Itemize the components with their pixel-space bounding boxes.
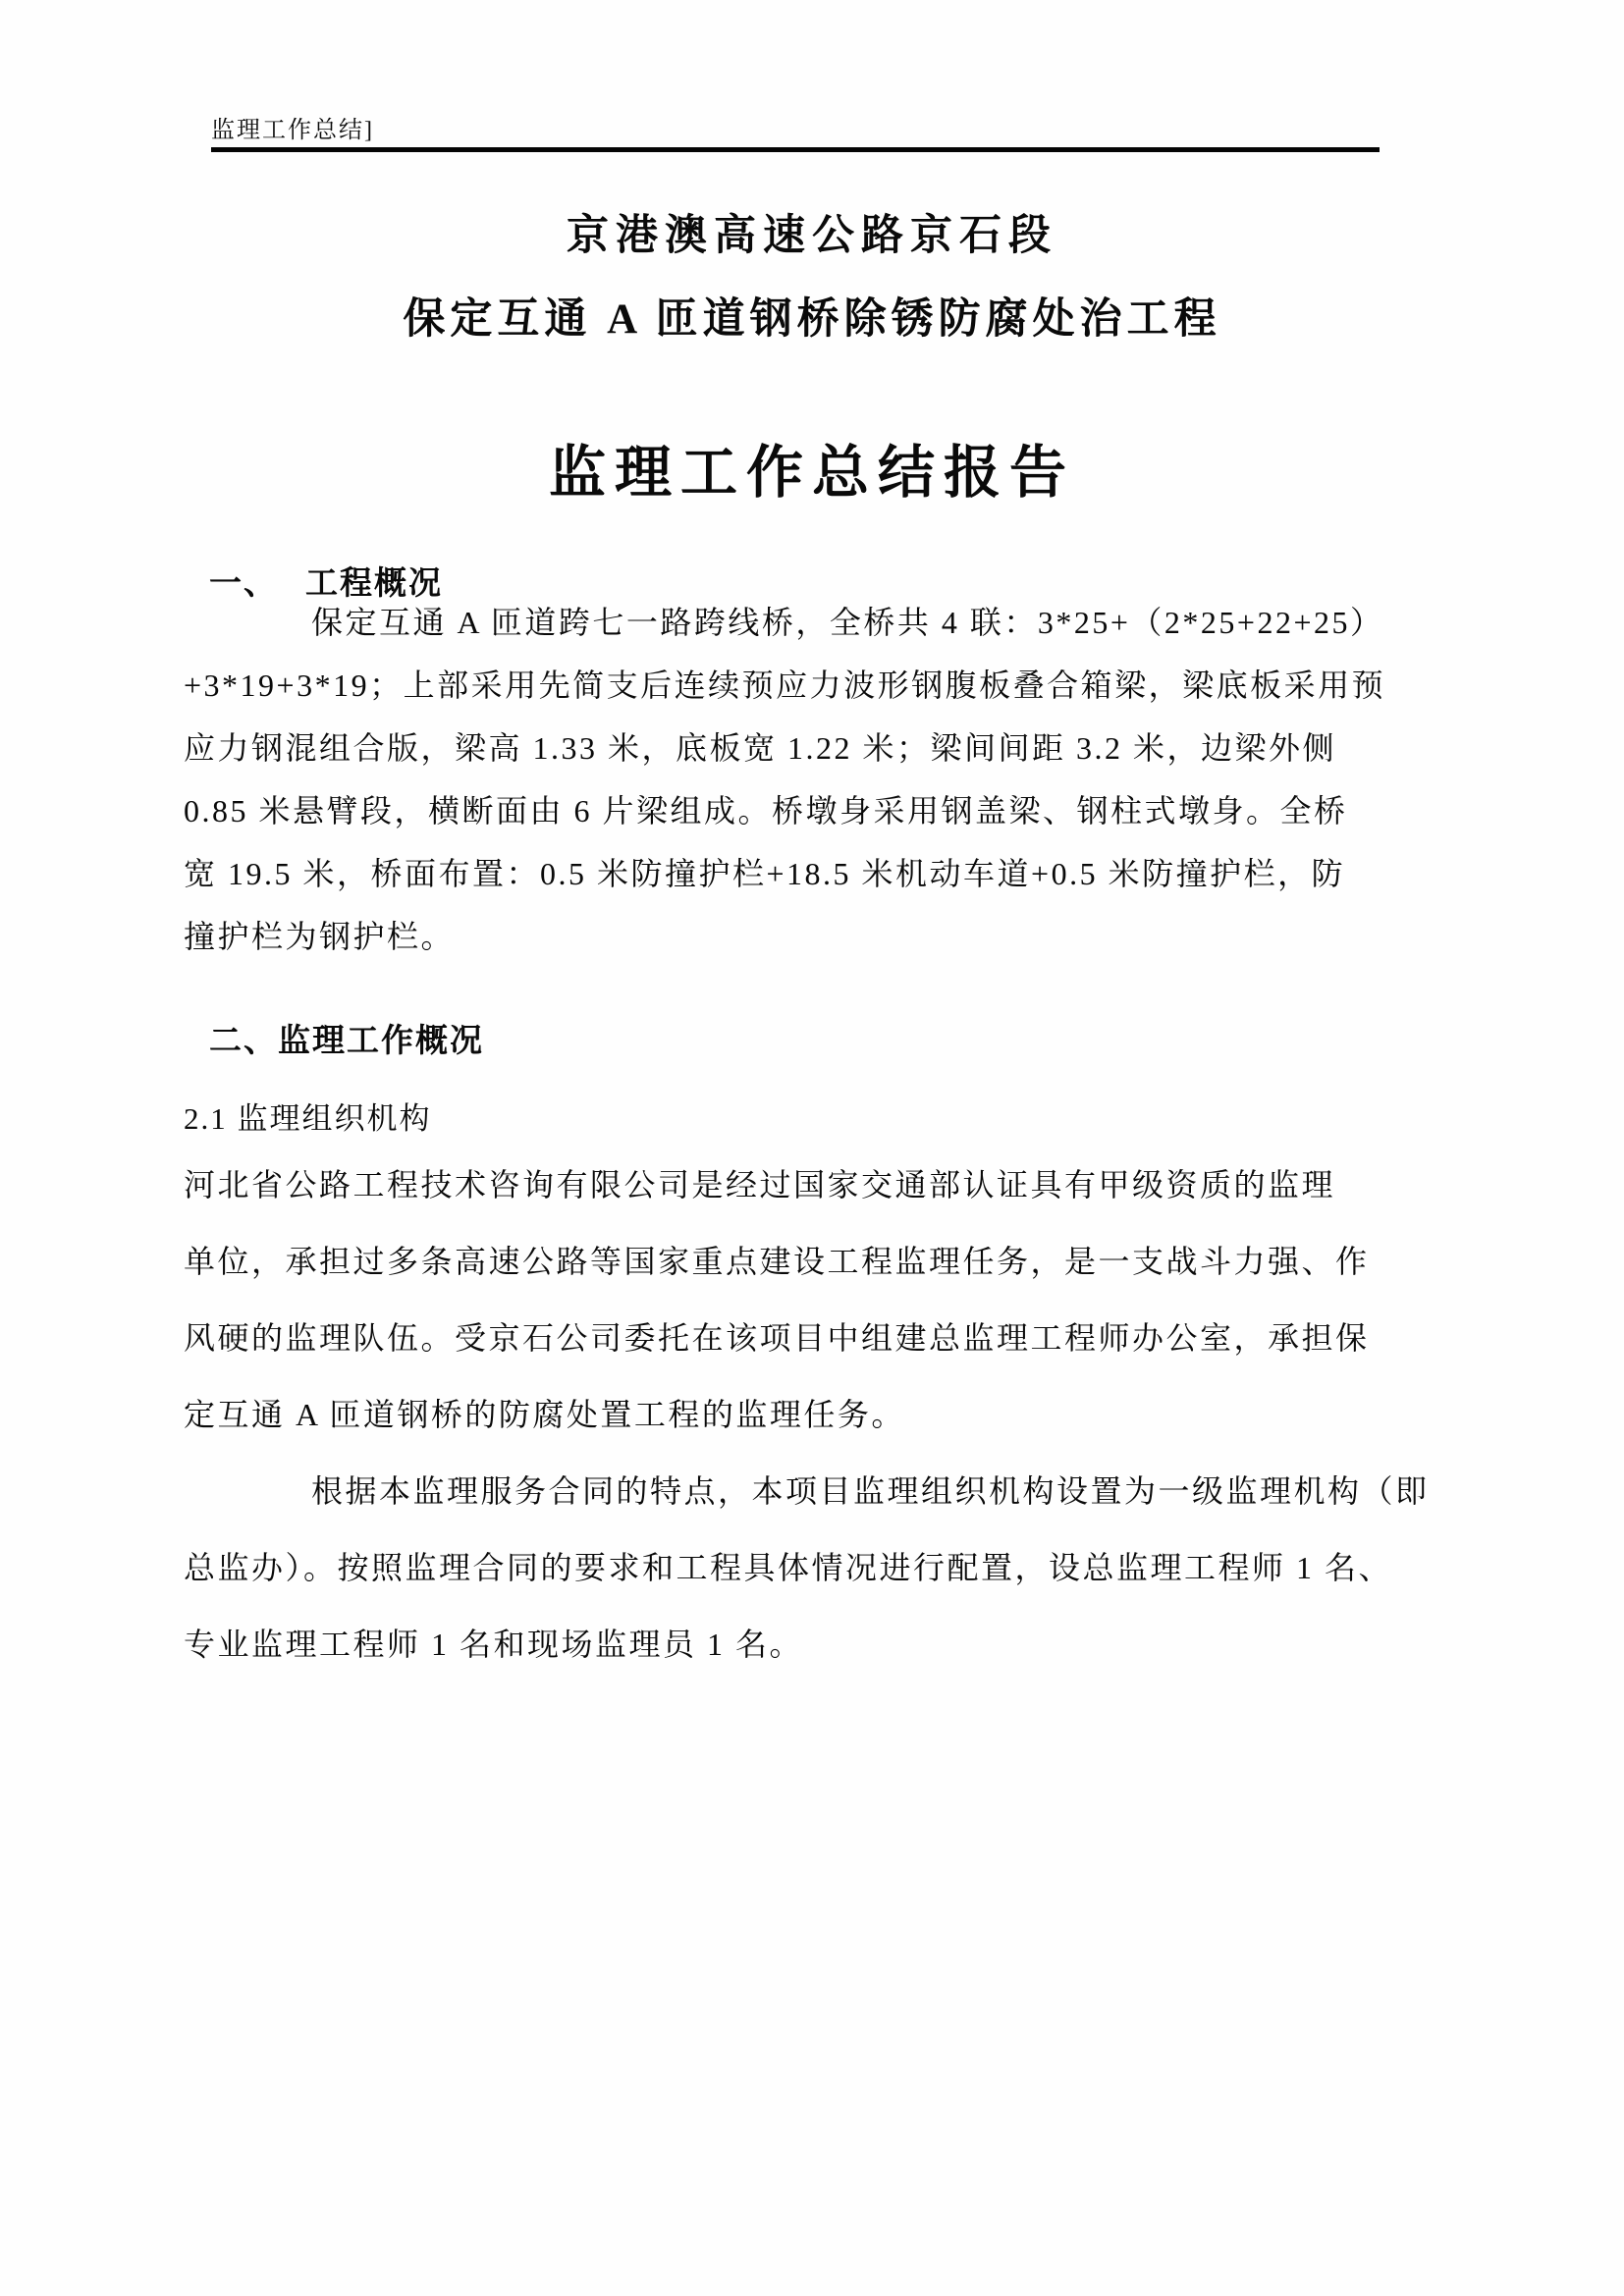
paragraph-line: 河北省公路工程技术咨询有限公司是经过国家交通部认证具有甲级资质的监理 [184,1167,1336,1202]
paragraph-line: 保定互通 A 匝道跨七一路跨线桥，全桥共 4 联：3*25+（2*25+22+25） [311,605,1384,640]
section2-subheading: 2.1 监理组织机构 [184,1101,432,1136]
paragraph-line: 单位，承担过多条高速公路等国家重点建设工程监理任务，是一支战斗力强、作 [184,1244,1370,1279]
paragraph-line: 定互通 A 匝道钢桥的防腐处置工程的监理任务。 [184,1397,905,1432]
project-title-line2: 保定互通 A 匝道钢桥除锈防腐处治工程 [403,296,1221,343]
section2-paragraphs [184,1147,1430,1682]
report-title: 监理工作总结报告 [548,441,1075,505]
section2-heading: 二、监理工作概况 [209,1024,484,1059]
page-header-text: 监理工作总结] [211,118,374,143]
paragraph-line: 应力钢混组合版，梁高 1.33 米，底板宽 1.22 米；梁间间距 3.2 米，边梁外侧 [184,730,1337,766]
paragraph-line: 专业监理工程师 1 名和现场监理员 1 名。 [184,1627,804,1662]
paragraph-line: 风硬的监理队伍。受京石公司委托在该项目中组建总监理工程师办公室，承担保 [184,1320,1370,1356]
paragraph-line: +3*19+3*19；上部采用先简支后连续预应力波形钢腹板叠合箱梁，梁底板采用预 [184,667,1386,703]
section1-heading-number: 一、 [209,566,278,602]
header-rule-divider [211,147,1380,152]
project-title-line1: 京港澳高速公路京石段 [567,213,1057,259]
section1-heading-title: 工程概况 [305,566,443,602]
section1-paragraph [184,591,1385,968]
paragraph-line: 撞护栏为钢护栏。 [184,919,456,954]
paragraph-line: 宽 19.5 米，桥面布置：0.5 米防撞护栏+18.5 米机动车道+0.5 米防撞护栏，防 [184,856,1346,891]
paragraph-line: 0.85 米悬臂段，横断面由 6 片梁组成。桥墩身采用钢盖梁、钢柱式墩身。全桥 [184,793,1348,828]
paragraph-line: 根据本监理服务合同的特点，本项目监理组织机构设置为一级监理机构（即 [311,1473,1430,1509]
paragraph-line: 总监办）。按照监理合同的要求和工程具体情况进行配置，设总监理工程师 1 名、 [184,1550,1393,1585]
